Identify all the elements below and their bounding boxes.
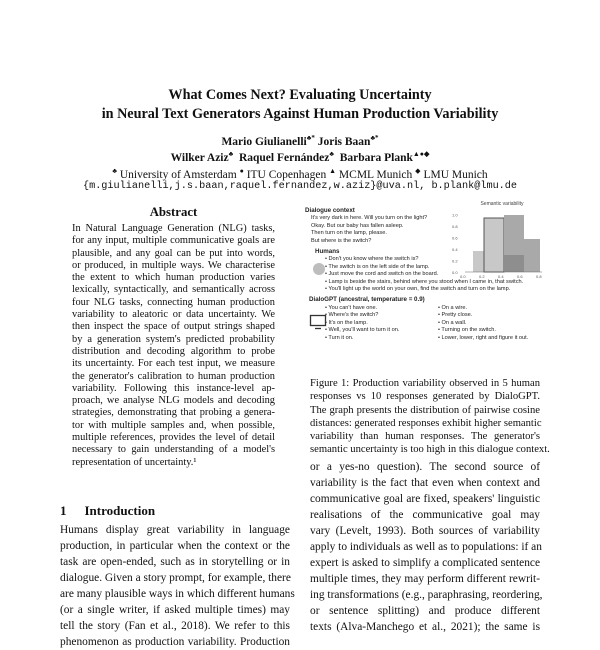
abstract-line: then inspect the space of output strings shaped (72, 321, 275, 333)
text-line: ing transformations (e.g., paraphrasing, reordering, (310, 589, 543, 601)
abstract-line: four NLG tasks, connecting human production (72, 296, 275, 308)
model-response: • On a wall. (438, 319, 467, 326)
abstract-line: representation of uncertainty.¹ (72, 456, 197, 468)
text-line: expert is asked to simplify a complicated sentence (310, 557, 540, 569)
abstract-line: or produced, in multiple ways. We characterise (72, 259, 275, 271)
abstract-line: tor with multiple samples and, when possible, (72, 419, 275, 431)
text-line: multiple times, they may perform different rewrit- (310, 573, 540, 585)
section-heading (60, 503, 155, 519)
context-line: But where is the switch? (311, 237, 372, 244)
text-line: (or a single writer, if asked multiple times) may (60, 604, 290, 616)
affiliation-icon: ◆ (415, 167, 421, 175)
caption-line: Figure 1: Production variability observed in 5 human (310, 378, 540, 389)
model-response: • On a wire. (438, 304, 468, 311)
abstract-line: strategies, demonstrating that probing a genera- (72, 407, 275, 419)
figure-caption (310, 377, 550, 457)
author-name: Raquel Fernández (238, 151, 330, 164)
x-tick-label: 0.8 (536, 274, 542, 279)
affiliation-marks: ▲●◆ (412, 150, 430, 158)
bar (484, 218, 504, 272)
author-name: Joris Baan (317, 135, 371, 148)
affiliation-marks: ♣ (228, 150, 234, 158)
abstract-body (72, 223, 275, 469)
abstract-line: multiple references, provides the level of detail (72, 432, 275, 444)
introduction-left-column (60, 522, 295, 650)
text-line: realisations of the communicative goal may (310, 509, 540, 521)
bar (504, 255, 524, 272)
abstract-line: In Natural Language Generation (NLG) tasks, (72, 223, 275, 234)
chart-title: Semantic variability (480, 201, 524, 207)
humans-label: Humans (315, 248, 340, 256)
caption-line: responses vs 10 responses generated by DialoGPT. (310, 391, 540, 403)
text-line: tell the story (Fan et al., 2018). We refer to this (60, 620, 290, 632)
author-name: Wilker Aziz (170, 151, 229, 164)
y-tick-label: 0.4 (452, 247, 458, 252)
affiliation: LMU Munich (423, 168, 488, 181)
section-title: Introduction (84, 503, 156, 518)
computer-monitor-icon (309, 314, 327, 330)
text-line: or sentence splitting) and produce different (310, 605, 540, 617)
human-response: • You'll light up the world on your own, find the switch and turn on the lamp. (325, 286, 511, 293)
x-tick-label: 0.4 (498, 274, 504, 279)
paper-title-line-1: What Comes Next? Evaluating Uncertainty (168, 87, 432, 103)
author-name: Mario Giulianelli (221, 135, 307, 148)
human-response: • Lamp is beside the stairs, behind where you stood when I came in, that switch. (325, 278, 524, 285)
abstract-line: its uncertainty. For each test input, we measure (72, 358, 275, 370)
model-response: • Pretty close. (438, 312, 473, 319)
model-response: • It's on the lamp. (325, 319, 368, 326)
affiliation-marks: ♣* (370, 134, 379, 142)
abstract-heading: Abstract (149, 205, 198, 219)
author-emails: {m.giulianelli,j.s.baan,raquel.fernandez,w.aziz}@uva.nl, b.plank@lmu.de (82, 181, 518, 192)
abstract-line: the generator's calibration to human production (72, 370, 275, 382)
model-responses-left (325, 305, 438, 342)
human-response: • Don't you know where the switch is? (325, 256, 419, 263)
affiliation-icon: ♣ (112, 167, 117, 175)
affiliation-icon: ▲ (329, 167, 337, 175)
text-line: task are open-ended, such as in storytelling or in (60, 556, 290, 568)
text-line: apply to individuals as well as to populations: if an (310, 541, 542, 553)
context-line: Then turn on the lamp, please. (311, 230, 387, 237)
text-line: production, in particular when the context or the (60, 540, 290, 552)
model-response: • You can't have one. (325, 304, 378, 311)
model-response: • Well, you'll want to turn it on. (325, 327, 400, 334)
text-line: texts (Alva-Manchego et al., 2021); the same is (310, 621, 540, 633)
abstract-line: necessary to gain understanding of a model's (72, 444, 275, 456)
affiliation-icon: ● (239, 167, 244, 175)
y-tick-label: 1.0 (452, 212, 458, 218)
x-tick-label: 0.0 (460, 274, 466, 279)
model-response: • Where's the switch? (325, 312, 379, 319)
model-response: • Turning on the switch. (438, 327, 496, 334)
human-response: • Just move the cord and switch on the board. (325, 271, 439, 278)
text-line: phenomenon as production variability. Production (60, 636, 290, 648)
context-line: Okay. But our baby has fallen asleep. (311, 222, 404, 229)
model-responses-right (438, 305, 528, 342)
x-tick-label: 0.6 (517, 274, 523, 279)
abstract-line: by a generation system's predicted probability (72, 333, 275, 345)
context-line: It's very dark in here. Will you turn on the light? (311, 215, 428, 222)
abstract-line: plausible, and any goal can be put into words, (72, 247, 275, 259)
abstract-line: lexically, syntactically, and semantically across (72, 284, 275, 296)
text-line: communicative goal are fixed, speakers' linguistic (310, 493, 540, 505)
affiliation: ITU Copenhagen (246, 168, 327, 181)
human-head-icon (312, 262, 326, 276)
caption-line: The graph presents the distribution of pairwise cosine (310, 404, 540, 416)
model-response: • Lower, lower, right and figure it out. (438, 334, 529, 341)
human-response: • The switch is on the left side of the lamp. (325, 263, 430, 270)
abstract-line: the extent to which human production varies (72, 272, 275, 284)
text-line: are many plausible ways in which different humans (60, 588, 295, 600)
abstract-line: variability. Following this instance-level ap- (72, 382, 275, 394)
abstract-line: distribution and decoding algorithm to probe (72, 345, 275, 357)
dialogue-context-label: Dialogue context (305, 207, 355, 214)
bar (524, 239, 540, 272)
affiliation: University of Amsterdam (119, 168, 237, 181)
y-tick-label: 0.2 (452, 258, 458, 264)
model-label: DialoGPT (ancestral, temperature = 0.9) (309, 296, 425, 304)
caption-line: semantic uncertainty is too high in this dialogue context. (310, 444, 550, 456)
text-line: dialogue. Given a story prompt, for example, there (60, 572, 291, 584)
section-number: 1 (60, 503, 67, 518)
y-tick-label: 0.8 (452, 224, 458, 229)
text-line: Humans display great variability in language (60, 524, 290, 536)
abstract-line: variability to aleatoric or data uncertainty. We (72, 309, 275, 321)
abstract-line: for any input, multiple communicative goals are (72, 235, 275, 247)
y-tick-label: 0.6 (452, 235, 458, 241)
affiliation: MCML Munich (338, 168, 413, 181)
author-name: Barbara Plank (339, 151, 413, 164)
caption-line: variability than human responses. The generator's (310, 431, 540, 443)
caption-line: distances: generated responses exhibit higher semantic (310, 417, 542, 429)
text-line: vary (Levelt, 1993). Both sources of variability (310, 525, 540, 537)
text-line: or a yes-no question). The second source of (310, 461, 540, 473)
affiliation-marks: ♣* (306, 134, 315, 142)
y-tick-label: 0.0 (452, 270, 458, 275)
abstract-line: proach, we analyse NLG models and decoding (72, 395, 275, 407)
x-tick-label: 0.2 (479, 274, 485, 279)
paper-title-line-2: in Neural Text Generators Against Human Production Variability (101, 106, 499, 122)
affiliation-marks: ♣ (329, 150, 334, 158)
bar (473, 251, 484, 272)
text-line: variability is the fact that even when context and (310, 477, 540, 489)
model-response: • Turn it on. (325, 334, 354, 341)
introduction-right-column (310, 459, 543, 635)
semantic-variability-histogram (450, 198, 542, 279)
